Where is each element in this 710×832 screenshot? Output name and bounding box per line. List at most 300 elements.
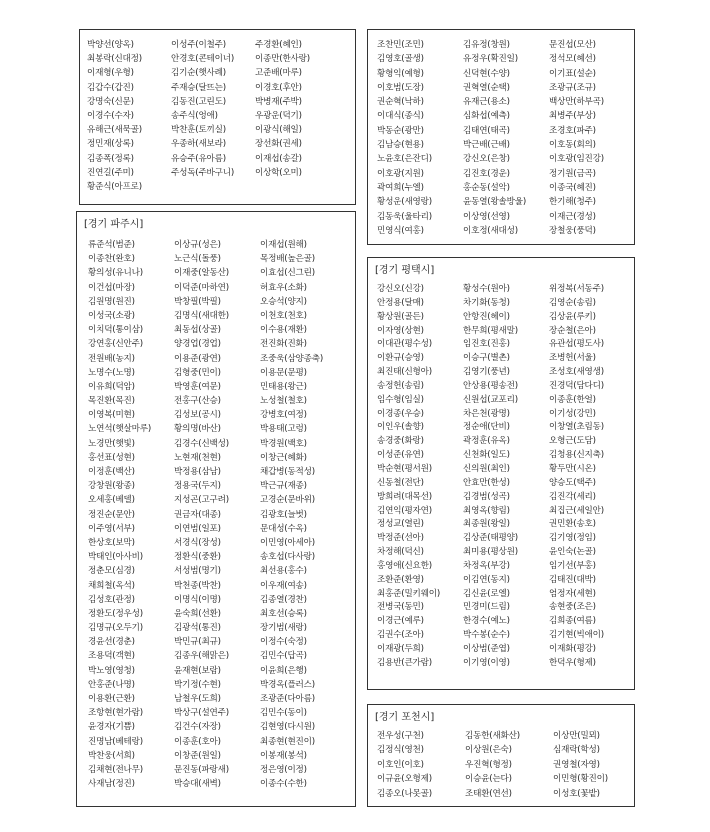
name-entry: 이광식(해일) <box>255 125 302 136</box>
name-entry: 이승윤(는다) <box>465 774 512 785</box>
name-entry: 박태인(아사비) <box>88 552 143 563</box>
name-entry: 이환규(승영) <box>377 353 424 364</box>
name-entry: 김기순(햇사례) <box>171 68 226 79</box>
name-entry: 이경수(수자) <box>87 110 134 121</box>
name-entry: 김남승(현용) <box>377 140 424 151</box>
name-entry: 김연익(평자연) <box>377 505 432 516</box>
name-entry: 우진혁(형정) <box>465 759 512 770</box>
name-entry: 이우재(여송) <box>260 580 307 591</box>
name-entry: 박승대(새벽) <box>174 779 221 790</box>
name-entry: 윤인숙(논골) <box>549 547 596 558</box>
name-entry: 최선용(홍수) <box>260 566 307 577</box>
name-entry: 사재남(정진) <box>88 779 135 790</box>
name-entry: 강연홍(신안주) <box>88 339 143 350</box>
name-entry: 노현재(천현) <box>174 452 221 463</box>
name-entry: 최봉락(신대정) <box>87 54 142 65</box>
name-entry: 서성범(명기) <box>174 566 221 577</box>
name-entry: 황준식(아프로) <box>87 181 142 192</box>
name-entry: 이천호(천호) <box>260 310 307 321</box>
name-entry: 김정식(영천) <box>377 745 424 756</box>
name-column <box>171 38 255 194</box>
name-entry: 김현영(다시원) <box>260 722 315 733</box>
name-entry: 황의성(유니나) <box>88 268 143 279</box>
name-entry: 남철우(도희) <box>174 694 221 704</box>
name-column <box>260 238 346 791</box>
name-entry: 이주영(서부) <box>88 523 135 534</box>
name-entry: 이성호(꽃밭) <box>553 788 600 799</box>
name-entry: 이자영(상현) <box>377 325 424 336</box>
name-entry: 이정수(숙정) <box>260 637 307 648</box>
name-entry: 노연석(햇살마루) <box>88 424 152 435</box>
name-entry: 우광운(덕기) <box>255 110 302 121</box>
name-entry: 이기영(이영) <box>463 657 510 668</box>
name-entry: 전우성(구천) <box>377 731 424 741</box>
name-entry: 안효만(한성) <box>463 477 510 488</box>
name-entry: 이경근(예루) <box>377 616 424 627</box>
name-entry: 김종폭(정록) <box>87 153 134 164</box>
name-entry: 백상만(하부곡) <box>549 97 604 108</box>
name-entry: 송경중(화랑) <box>377 436 424 447</box>
name-entry: 정민재(상록) <box>87 139 134 150</box>
name-entry: 우종하(새보라) <box>171 139 226 150</box>
name-entry: 이용문(문평) <box>260 367 307 378</box>
name-column <box>174 238 260 791</box>
name-entry: 박영훈(여문) <box>174 381 221 392</box>
name-column <box>377 283 463 671</box>
name-entry: 이영복(미현) <box>88 410 135 421</box>
name-entry: 정환식(중환) <box>174 552 221 563</box>
name-entry: 이대식(종식) <box>377 111 424 122</box>
name-entry: 박근배(근배) <box>463 140 510 151</box>
name-entry: 최영옥(향림) <box>463 505 510 516</box>
name-entry: 이재형(우형) <box>87 68 134 79</box>
name-entry: 전병국(동민) <box>377 602 424 613</box>
name-entry: 박양선(양옥) <box>87 40 134 50</box>
name-entry: 이호인(이호) <box>377 759 424 770</box>
name-entry: 문진섭(모산) <box>549 40 596 50</box>
name-entry: 윤재현(보람) <box>174 665 221 676</box>
name-entry: 이상영(선영) <box>463 211 510 222</box>
name-entry: 이재섭(송갈) <box>255 153 302 164</box>
name-entry: 이덕준(마하연) <box>174 282 229 293</box>
section-title: [경기 포천시] <box>375 712 435 723</box>
name-entry: 조병헌(서울) <box>549 353 596 364</box>
name-entry: 최동섭(상골) <box>174 325 221 336</box>
name-entry: 주재승(달뜨는) <box>171 82 226 93</box>
name-entry: 안항진(헤이) <box>463 311 510 322</box>
name-entry: 엄정자(세현) <box>549 588 596 599</box>
name-entry: 김형중(민이) <box>174 367 221 378</box>
name-entry: 오세홍(베델) <box>88 495 135 506</box>
name-entry: 박동순(광만) <box>377 125 424 136</box>
name-entry: 이종수(수한) <box>260 779 307 790</box>
name-entry: 김기영(정임) <box>549 533 596 544</box>
name-entry: 김진호(경운) <box>463 168 510 179</box>
name-entry: 이창근(혜화) <box>260 452 307 463</box>
name-entry: 이성국(소광) <box>88 310 135 321</box>
name-entry: 최종원(왕일) <box>463 519 510 530</box>
name-entry: 조중욱(삼양종축) <box>260 353 324 364</box>
name-entry: 진명남(베테랑) <box>88 736 143 747</box>
name-entry: 이정훈(백산) <box>88 467 135 477</box>
name-entry: 이호정(새대성) <box>463 225 518 236</box>
name-entry: 한기해(청주) <box>549 197 596 208</box>
name-entry: 박순현(평서원) <box>377 463 432 474</box>
name-entry: 민영식(여홍) <box>377 225 424 236</box>
name-entry: 강창원(왕종) <box>88 481 135 492</box>
name-columns <box>377 729 641 801</box>
name-entry: 임진호(진홍) <box>463 339 510 350</box>
name-entry: 권영철(자영) <box>553 759 600 770</box>
name-entry: 조경호(파주) <box>549 125 596 136</box>
name-entry: 차은천(광명) <box>463 408 510 419</box>
name-entry: 곽정훈(유옥) <box>463 436 510 447</box>
name-entry: 오형근(도담) <box>549 436 596 447</box>
name-entry: 이호동(회의) <box>549 140 596 151</box>
name-entry: 한경수(예노) <box>463 616 510 627</box>
section-box-3 <box>367 29 635 245</box>
name-entry: 위정복(서동주) <box>549 284 604 294</box>
name-entry: 김태진(대박) <box>549 574 596 585</box>
name-columns <box>377 38 635 238</box>
name-entry: 이재중(알동산) <box>174 268 229 279</box>
name-entry: 이승구(별촌) <box>463 353 510 364</box>
name-entry: 신원섭(교포리) <box>463 394 518 405</box>
name-entry: 조광준(다아름) <box>260 694 315 704</box>
name-entry: 문대성(수옥) <box>260 523 307 534</box>
name-entry: 이수용(재환) <box>260 325 307 336</box>
name-entry: 이종훈(한얼) <box>549 394 596 405</box>
name-entry: 차기화(동청) <box>463 297 510 308</box>
name-entry: 정춘모(심경) <box>88 566 135 577</box>
name-entry: 김광호(늘벗) <box>260 509 307 520</box>
name-entry: 전원배(농지) <box>88 353 135 364</box>
name-entry: 장기범(새랑) <box>260 623 307 634</box>
name-entry: 신천화(일도) <box>463 450 510 461</box>
name-entry: 이용환(근환) <box>88 694 135 704</box>
name-columns <box>88 238 346 791</box>
name-entry: 이성주(이철주) <box>171 40 226 50</box>
name-column <box>463 283 549 671</box>
name-entry: 유해근(새묵골) <box>87 125 142 136</box>
name-entry: 김영순(송림) <box>549 297 596 308</box>
name-entry: 차정해(덕신) <box>377 547 424 558</box>
name-entry: 지성곤(고구려) <box>174 495 229 506</box>
name-entry: 한무희(평새말) <box>463 325 518 336</box>
name-entry: 임기선(부홍) <box>549 560 596 571</box>
name-entry: 이재근(경성) <box>549 211 596 222</box>
name-entry: 김종우(해맑은) <box>174 651 229 662</box>
name-entry: 주경환(혜인) <box>255 40 302 50</box>
name-entry: 김영호(골생) <box>377 54 424 65</box>
name-entry: 장순철(은아) <box>549 325 596 336</box>
name-entry: 황성수(원아) <box>463 284 510 294</box>
name-columns <box>377 283 635 671</box>
name-entry: 권금자(대종) <box>174 509 221 520</box>
name-entry: 박경옥(플러스) <box>260 679 315 690</box>
name-entry: 주성독(주바구니) <box>171 167 235 178</box>
name-entry: 안상용(평송전) <box>463 380 518 391</box>
name-entry: 홍순동(설악) <box>463 182 510 193</box>
name-entry: 이윤희(은행) <box>260 665 307 676</box>
name-entry: 김경수(신백성) <box>174 438 229 449</box>
name-entry: 박천종(박찬) <box>174 580 221 591</box>
name-entry: 박정용(삼남) <box>174 467 221 477</box>
name-entry: 한덕우(형제) <box>549 657 596 668</box>
name-entry: 최집근(세일안) <box>549 505 604 516</box>
name-entry: 이상범(준엽) <box>463 643 510 654</box>
name-entry: 박수봉(순수) <box>463 630 510 641</box>
name-entry: 이규윤(오형제) <box>377 774 432 785</box>
name-entry: 이김연(동지) <box>463 574 510 585</box>
name-entry: 조항현(현가람) <box>88 708 143 719</box>
name-entry: 조태환(연선) <box>465 788 512 799</box>
name-entry: 양경업(경업) <box>174 339 221 350</box>
name-entry: 김경범(성곡) <box>463 491 510 502</box>
section-title: [경기 평택시] <box>375 265 435 276</box>
name-entry: 이호광(임진강) <box>549 154 604 165</box>
name-entry: 차정옥(부강) <box>463 560 510 571</box>
name-entry: 황형익(예형) <box>377 68 424 79</box>
name-entry: 황성운(새영랑) <box>377 197 432 208</box>
name-entry: 임수형(임실) <box>377 394 424 405</box>
name-entry: 권순혁(낙하) <box>377 97 424 108</box>
name-entry: 유승주(유아름) <box>171 153 226 164</box>
name-entry: 이재화(평강) <box>549 643 596 654</box>
name-entry: 윤숙희(선환) <box>174 608 221 619</box>
name-entry: 김종열(경찬) <box>260 594 307 605</box>
name-entry: 이상규(성은) <box>174 240 221 250</box>
name-entry: 이건섭(마장) <box>88 282 135 293</box>
name-entry: 조찬민(조민) <box>377 40 424 50</box>
name-entry: 이호광(지원) <box>377 168 424 179</box>
name-entry: 안경호(콘테이너) <box>171 54 235 65</box>
name-entry: 정진순(문안) <box>88 509 135 520</box>
name-entry: 황상원(골든) <box>377 311 424 322</box>
section-box-1 <box>79 29 356 205</box>
name-entry: 목정배(높은골) <box>260 254 315 265</box>
name-entry: 김성보(공시) <box>174 410 221 421</box>
name-entry: 이인우(솔향) <box>377 422 424 433</box>
name-entry: 방희려(대목선) <box>377 491 432 502</box>
name-column <box>377 38 463 238</box>
name-entry: 조용덕(객현) <box>88 651 135 662</box>
name-entry: 서경식(장성) <box>174 537 221 548</box>
name-entry: 김동진(고린도) <box>171 96 226 107</box>
section-title: [경기 파주시] <box>84 219 144 230</box>
name-entry: 김명식(새대한) <box>174 310 229 321</box>
name-entry: 최홍준(밀키웨이) <box>377 588 441 599</box>
name-entry: 황두만(시온) <box>549 463 596 474</box>
name-entry: 홍선표(성현) <box>88 452 135 463</box>
name-entry: 진경덕(담다디) <box>549 380 604 391</box>
name-entry: 김명규(오두기) <box>88 623 143 634</box>
name-entry: 이민영(아세아) <box>260 537 315 548</box>
section-box-paju <box>76 211 356 807</box>
name-entry: 강명숙(신문) <box>87 96 134 107</box>
name-entry: 장선화(권세) <box>255 139 302 150</box>
name-entry: 송호섭(다사랑) <box>260 552 315 563</box>
name-entry: 김민수(답곡) <box>260 651 307 662</box>
name-entry: 이성준(유연) <box>377 450 424 461</box>
name-entry: 김종오(나못골) <box>377 788 432 799</box>
name-entry: 최종현(현진이) <box>260 736 315 747</box>
name-entry: 전홍구(산승) <box>174 396 221 407</box>
name-entry: 조광규(조규) <box>549 82 596 93</box>
name-entry: 오승석(양지) <box>260 296 307 307</box>
name-entry: 강병호(여정) <box>260 410 307 421</box>
name-entry: 윤경자(기쁨) <box>88 722 135 733</box>
name-entry: 이종찬(완호) <box>88 254 135 265</box>
name-entry: 김동욱(울타리) <box>377 211 432 222</box>
name-entry: 신동철(전단) <box>377 477 424 488</box>
name-column <box>463 38 549 238</box>
name-entry: 이종국(혜진) <box>549 182 596 193</box>
name-entry: 이종훈(호아) <box>174 736 221 747</box>
name-entry: 최병주(부상) <box>549 111 596 122</box>
name-entry: 이연범(일포) <box>174 523 221 534</box>
name-entry: 김희종(여름) <box>549 616 596 627</box>
name-entry: 고준배(마루) <box>255 68 302 79</box>
name-entry: 송현중(조은) <box>549 602 596 613</box>
name-entry: 이창열(초림동) <box>549 422 604 433</box>
name-entry: 이재섭(원해) <box>260 240 307 250</box>
name-entry: 문진동(파랑새) <box>174 764 229 775</box>
name-entry: 정환도(정우성) <box>88 608 143 619</box>
name-entry: 류준석(범준) <box>88 240 135 250</box>
name-entry: 채희철(옥석) <box>88 580 135 591</box>
name-column <box>255 38 339 194</box>
name-entry: 심화섭(예측) <box>463 111 510 122</box>
name-column <box>87 38 171 194</box>
name-entry: 양승도(택주) <box>549 477 596 488</box>
name-entry: 송주식(엉애) <box>171 110 218 121</box>
name-entry: 김신윤(로엘) <box>463 588 510 599</box>
name-entry: 박근규(재종) <box>260 481 307 492</box>
name-entry: 정석모(혜선) <box>549 54 596 65</box>
name-entry: 박민규(최규) <box>174 637 221 648</box>
name-columns <box>87 38 339 194</box>
name-column <box>549 283 635 671</box>
name-entry: 강신오(신강) <box>377 284 424 294</box>
name-entry: 노윤호(은잔디) <box>377 154 432 165</box>
name-entry: 노경만(햇빛) <box>88 438 135 449</box>
name-entry: 이민형(황진이) <box>553 774 608 785</box>
name-entry: 김원명(원진) <box>88 296 135 307</box>
name-entry: 이효섭(신그린) <box>260 268 315 279</box>
name-entry: 최미용(평상원) <box>463 547 518 558</box>
name-entry: 고경순(문바위) <box>260 495 315 506</box>
name-entry: 송정헌(송림) <box>377 380 424 391</box>
name-entry: 이상만(밀뫼) <box>553 731 600 741</box>
name-entry: 전진화(진화) <box>260 339 307 350</box>
name-entry: 이명식(이명) <box>174 594 221 605</box>
name-entry: 장철웅(풍덕) <box>549 225 596 236</box>
name-entry: 이경종(우승) <box>377 408 424 419</box>
name-entry: 민경미(드림) <box>463 602 510 613</box>
name-entry: 김동한(새화산) <box>465 731 520 741</box>
name-entry: 박창필(박필) <box>174 296 221 307</box>
name-entry: 진연길(주미) <box>87 167 134 178</box>
name-entry: 박용태(고렁) <box>260 424 307 435</box>
name-entry: 채갑병(동적성) <box>260 467 315 477</box>
name-column <box>465 729 553 801</box>
section-box-pocheon <box>367 704 635 807</box>
name-entry: 노성철(철호) <box>260 396 307 407</box>
name-entry: 김성호(관정) <box>88 594 135 605</box>
name-entry: 권민환(송호) <box>549 519 596 530</box>
section-box-pyeongtaek <box>367 257 635 690</box>
name-entry: 박찬훈(토끼실) <box>171 125 226 136</box>
name-entry: 최호선(승록) <box>260 608 307 619</box>
name-column <box>88 238 174 791</box>
name-entry: 김진각(세리) <box>549 491 596 502</box>
name-entry: 박찬웅(서희) <box>88 750 135 761</box>
name-entry: 안정용(달매) <box>377 297 424 308</box>
name-entry: 김민수(동이) <box>260 708 307 719</box>
name-entry: 유관섭(평도사) <box>549 339 604 350</box>
name-entry: 신의원(최인) <box>463 463 510 474</box>
name-entry: 안홍준(나명) <box>88 679 135 690</box>
name-entry: 김권수(조아) <box>377 630 424 641</box>
name-entry: 유정우(확진일) <box>463 54 518 65</box>
name-entry: 이유희(덕암) <box>88 381 135 392</box>
name-entry: 김용반(큰가람) <box>377 657 432 668</box>
name-entry: 정순애(단비) <box>463 422 510 433</box>
name-entry: 박정준(선아) <box>377 533 424 544</box>
name-entry: 김기현(빅애이) <box>549 630 604 641</box>
name-entry: 김상윤(루키) <box>549 311 596 322</box>
name-entry: 이상원(은숙) <box>465 745 512 756</box>
name-entry: 김태연(태곡) <box>463 125 510 136</box>
name-entry: 이호범(도장) <box>377 82 424 93</box>
name-entry: 노명수(노명) <box>88 367 135 378</box>
name-entry: 이경호(후안) <box>255 82 302 93</box>
name-entry: 목진환(목진) <box>88 396 135 407</box>
name-entry: 김갑수(갑진) <box>87 82 134 93</box>
name-entry: 윤동열(왕솔방울) <box>463 197 527 208</box>
name-entry: 최진태(신형아) <box>377 367 432 378</box>
name-entry: 홍영애(신요한) <box>377 560 432 571</box>
name-entry: 김광석(통진) <box>174 623 221 634</box>
name-entry: 김상준(태평양) <box>463 533 518 544</box>
name-entry: 한상호(보막) <box>88 537 135 548</box>
name-entry: 유재근(용소) <box>463 97 510 108</box>
name-entry: 이재광(두희) <box>377 643 424 654</box>
name-column <box>553 729 641 801</box>
name-entry: 정은영(이정) <box>260 764 307 775</box>
name-entry: 정용국(두지) <box>174 481 221 492</box>
name-entry: 조성호(새영생) <box>549 367 604 378</box>
name-entry: 권혁열(순택) <box>463 82 510 93</box>
name-entry: 정성교(열린) <box>377 519 424 530</box>
name-entry: 이기성(강민) <box>549 408 596 419</box>
name-entry: 허효우(소화) <box>260 282 307 293</box>
name-entry: 김유정(창원) <box>463 40 510 50</box>
name-entry: 노근식(돌풍) <box>174 254 221 265</box>
name-entry: 경윤선(경춘) <box>88 637 135 648</box>
name-entry: 김영기(풍년) <box>463 367 510 378</box>
name-entry: 김건수(자장) <box>174 722 221 733</box>
name-entry: 박기정(수현) <box>174 679 221 690</box>
name-entry: 정기원(금곡) <box>549 168 596 179</box>
name-entry: 박경원(백호) <box>260 438 307 449</box>
name-entry: 이종만(한사랑) <box>255 54 310 65</box>
name-entry: 황의명(바산) <box>174 424 221 435</box>
name-column <box>377 729 465 801</box>
name-entry: 곽여희(누엘) <box>377 182 424 193</box>
name-entry: 조환준(환영) <box>377 574 424 585</box>
